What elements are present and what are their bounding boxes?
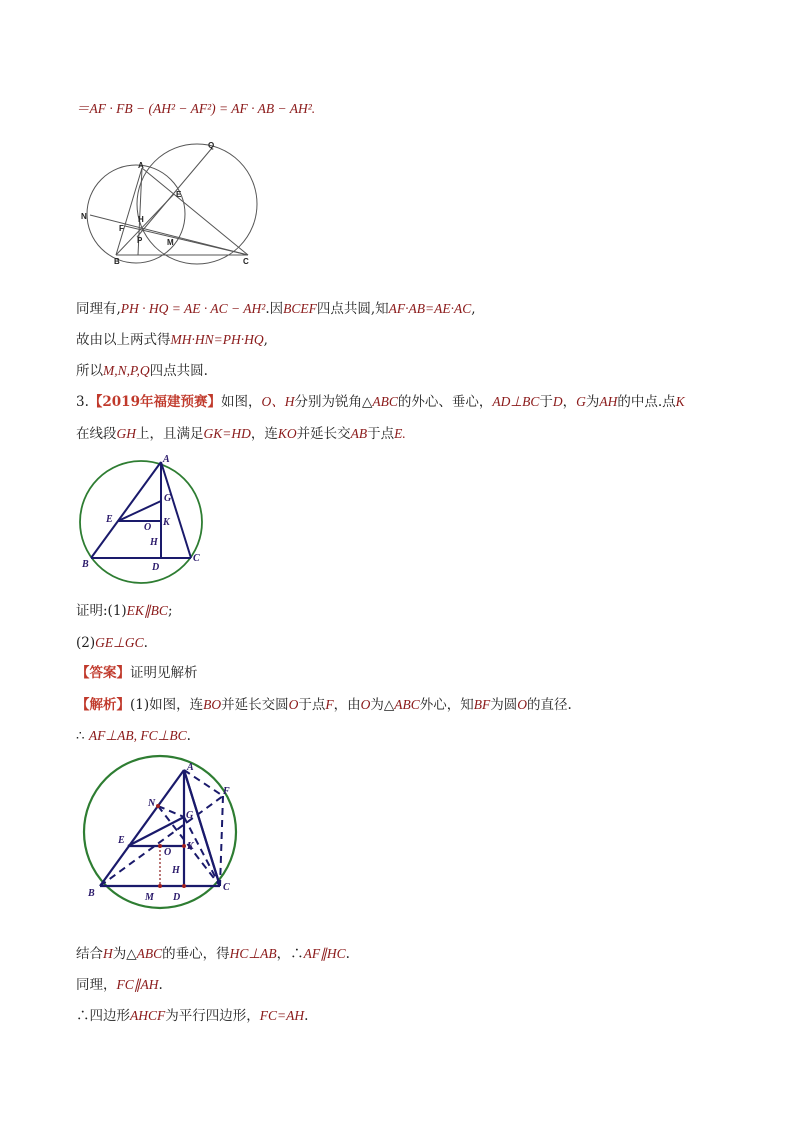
- label-H: H: [138, 215, 144, 224]
- label-D: D: [152, 562, 160, 573]
- label-M: M: [145, 892, 154, 903]
- label-B: B: [82, 559, 89, 570]
- label-P: P: [137, 236, 143, 245]
- label-E: E: [118, 835, 125, 846]
- label-N: N: [81, 212, 87, 221]
- label-A: A: [187, 762, 194, 773]
- label-E: E: [176, 190, 182, 199]
- text-line-2: 同理有,PH · HQ = AE · AC − AH².因BCEF四点共圆,知AF·AB=AE·AC,: [76, 301, 476, 317]
- label-D: D: [173, 892, 181, 903]
- label-Q: Q: [208, 141, 215, 150]
- text-line-3: 故由以上两式得MH·HN=PH·HQ,: [76, 332, 268, 348]
- label-G: G: [164, 493, 172, 504]
- analysis-line-5: ∴四边形AHCF为平行四边形，FC=AH.: [76, 1008, 309, 1024]
- analysis-line-2: ∴ AF⊥AB, FC⊥BC.: [76, 728, 191, 744]
- label-F: F: [119, 224, 124, 233]
- label-F: F: [223, 786, 230, 797]
- label-K: K: [187, 841, 194, 852]
- text-line-4: 所以M,N,P,Q四点共圆.: [76, 363, 208, 379]
- label-B: B: [88, 888, 95, 899]
- problem-3-line-2: 在线段GH上，且满足GK=HD，连KO并延长交AB于点E.: [76, 426, 406, 442]
- analysis-line-1: 【解析】(1)如图，连BO并延长交圆O于点F，由O为△ABC外心，知BF为圆O的直径.: [76, 697, 572, 713]
- label-H: H: [150, 537, 158, 548]
- label-C: C: [223, 882, 230, 893]
- label-A: A: [163, 454, 170, 465]
- label-H: H: [172, 865, 180, 876]
- analysis-line-3: 结合H为△ABC的垂心，得HC⊥AB，∴AF∥HC.: [76, 946, 350, 962]
- problem-3-line-1: 3.【2019年福建预赛】如图，O、H分别为锐角△ABC的外心、垂心，AD⊥BC于D，G为AH的中点.点K: [76, 394, 685, 410]
- label-C: C: [243, 257, 249, 266]
- label-E: E: [106, 514, 113, 525]
- label-O: O: [164, 847, 172, 858]
- analysis-line-4: 同理，FC∥AH.: [76, 977, 163, 993]
- label-C: C: [193, 553, 200, 564]
- text-line-proof-1: 证明:(1)EK∥BC;: [76, 603, 173, 619]
- text-line-proof-2: (2)GE⊥GC.: [76, 635, 148, 651]
- label-A: A: [138, 161, 144, 170]
- label-M: M: [167, 238, 174, 247]
- label-K: K: [163, 517, 170, 528]
- label-N: N: [148, 798, 156, 809]
- answer-line: 【答案】证明见解析: [76, 665, 198, 681]
- equation-line-1: ＝AF · FB − (AH² − AF²) = AF · AB − AH².: [76, 101, 316, 116]
- label-G: G: [186, 810, 194, 821]
- label-O: O: [144, 522, 152, 533]
- label-B: B: [114, 257, 120, 266]
